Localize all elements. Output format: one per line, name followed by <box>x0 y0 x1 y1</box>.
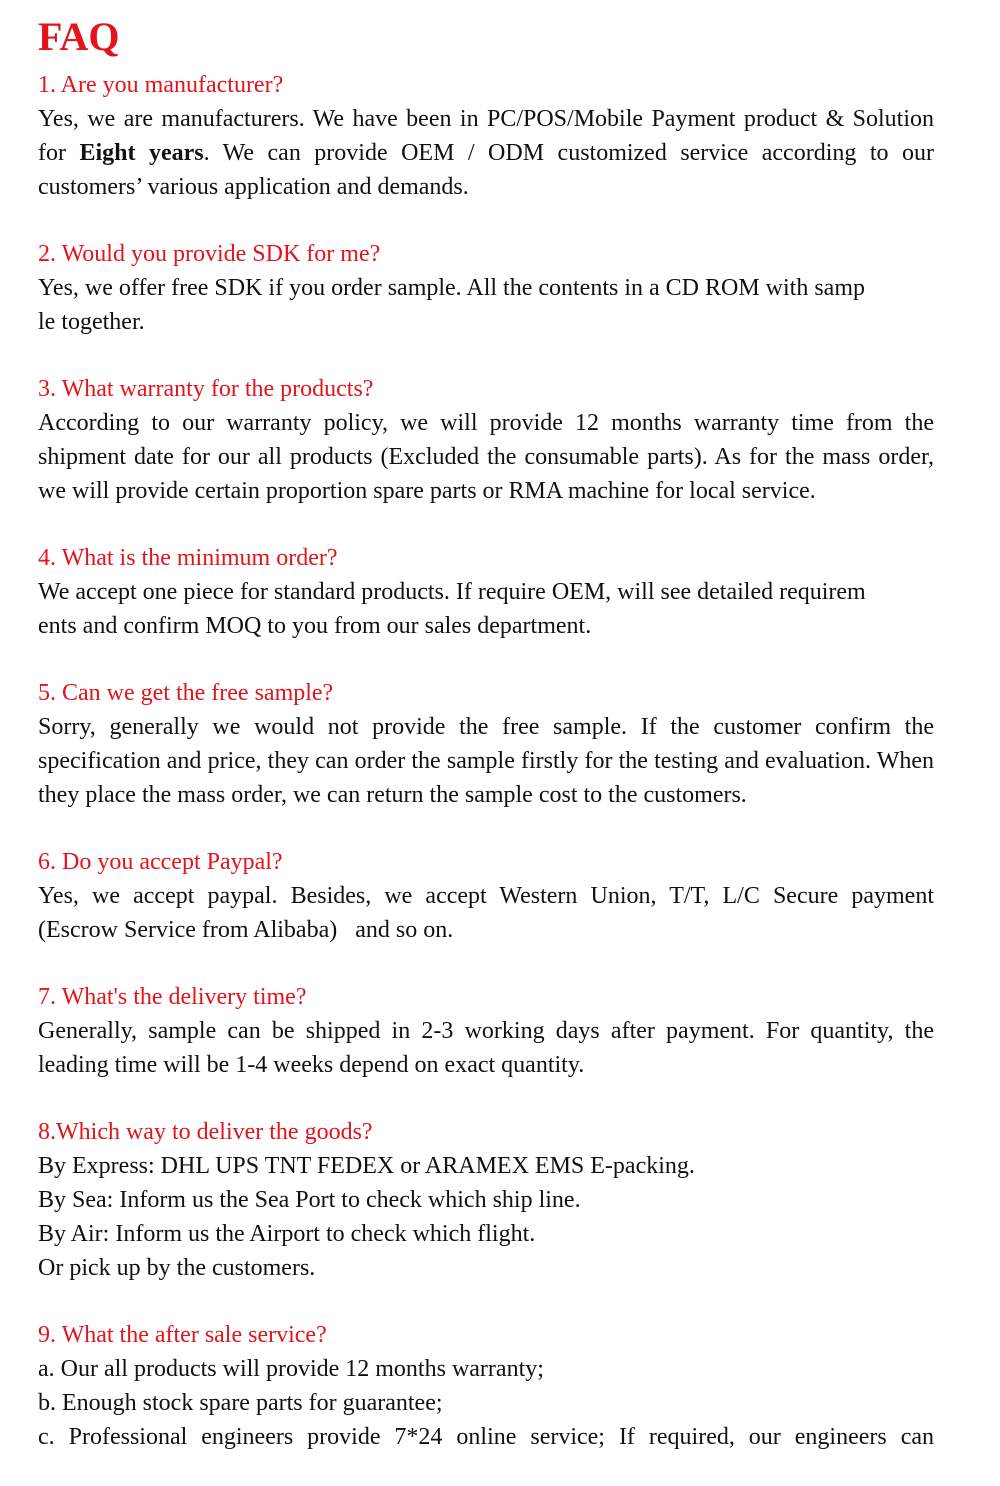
faq-item-4 <box>38 541 934 643</box>
faq-answer-8-line-3: By Air: Inform us the Airport to check which flight. <box>38 1221 536 1247</box>
faq-item-5 <box>38 676 934 812</box>
faq-answer-6-line-2: (Escrow Service from Alibaba) and so on. <box>38 917 454 943</box>
faq-answer-8-line-1: By Express: DHL UPS TNT FEDEX or ARAMEX EMS E-packing. <box>38 1153 695 1179</box>
faq-question-3: 3. What warranty for the products? <box>38 376 374 402</box>
faq-question-8: 8.Which way to deliver the goods? <box>38 1119 373 1145</box>
faq-answer-1-bold: Eight years <box>79 140 204 166</box>
faq-answer-9-line-1: a. Our all products will provide 12 months warranty; <box>38 1356 544 1382</box>
faq-answer-8-line-4: Or pick up by the customers. <box>38 1255 316 1281</box>
faq-question-7: 7. What's the delivery time? <box>38 984 307 1010</box>
faq-item-6 <box>38 845 934 947</box>
faq-item-3 <box>38 372 934 508</box>
faq-question-2: 2. Would you provide SDK for me? <box>38 241 381 267</box>
faq-question-6: 6. Do you accept Paypal? <box>38 849 283 875</box>
faq-question-4: 4. What is the minimum order? <box>38 545 338 571</box>
faq-item-9 <box>38 1318 934 1454</box>
faq-answer-3: According to our warranty policy, we will provide 12 months warranty time from the shipment date for our all products (Excluded the consumable parts). As for the mass order, we will provide certain proportion spare parts or RMA machine for local service. <box>38 410 934 504</box>
faq-answer-1-post: . We can provide OEM / ODM customized service according to our customers’ various application and demands. <box>38 140 934 200</box>
faq-answer-8 <box>38 1149 934 1285</box>
faq-answer-5: Sorry, generally we would not provide the free sample. If the customer confirm the specification and price, they can order the sample firstly for the testing and evaluation. When they place the mass order, we can return the sample cost to the customers. <box>38 714 934 808</box>
faq-answer-2 <box>38 271 934 339</box>
faq-answer-4-line-1: We accept one piece for standard products. If require OEM, will see detailed requirem <box>38 579 866 605</box>
faq-answer-4-line-2: ents and confirm MOQ to you from our sales department. <box>38 613 592 639</box>
faq-answer-1 <box>38 102 934 204</box>
faq-answer-4 <box>38 575 934 643</box>
faq-item-7 <box>38 980 934 1082</box>
faq-answer-6-line-1: Yes, we accept paypal. Besides, we accept Western Union, T/T, L/C Secure payment <box>38 883 934 909</box>
faq-question-5: 5. Can we get the free sample? <box>38 680 334 706</box>
faq-answer-9 <box>38 1352 934 1454</box>
faq-title: FAQ <box>38 14 120 59</box>
faq-answer-9-line-2: b. Enough stock spare parts for guarantee; <box>38 1390 443 1416</box>
faq-answer-6 <box>38 879 934 947</box>
faq-item-8 <box>38 1115 934 1285</box>
faq-item-1 <box>38 68 934 204</box>
faq-answer-1-pre: Yes, we are manufacturers. We have been in PC/POS/Mobile Payment product & Solution for <box>38 106 934 166</box>
faq-question-1: 1. Are you manufacturer? <box>38 72 284 98</box>
faq-answer-8-line-2: By Sea: Inform us the Sea Port to check which ship line. <box>38 1187 581 1213</box>
faq-answer-9-line-3: c. Professional engineers provide 7*24 online service; If required, our engineers can <box>38 1424 934 1450</box>
faq-answer-2-line-2: le together. <box>38 309 145 335</box>
faq-answer-2-line-1: Yes, we offer free SDK if you order sample. All the contents in a CD ROM with samp <box>38 275 865 301</box>
faq-question-9: 9. What the after sale service? <box>38 1322 327 1348</box>
faq-item-2 <box>38 237 934 339</box>
faq-answer-7: Generally, sample can be shipped in 2-3 working days after payment. For quantity, the leading time will be 1-4 weeks depend on exact quantity. <box>38 1018 934 1078</box>
